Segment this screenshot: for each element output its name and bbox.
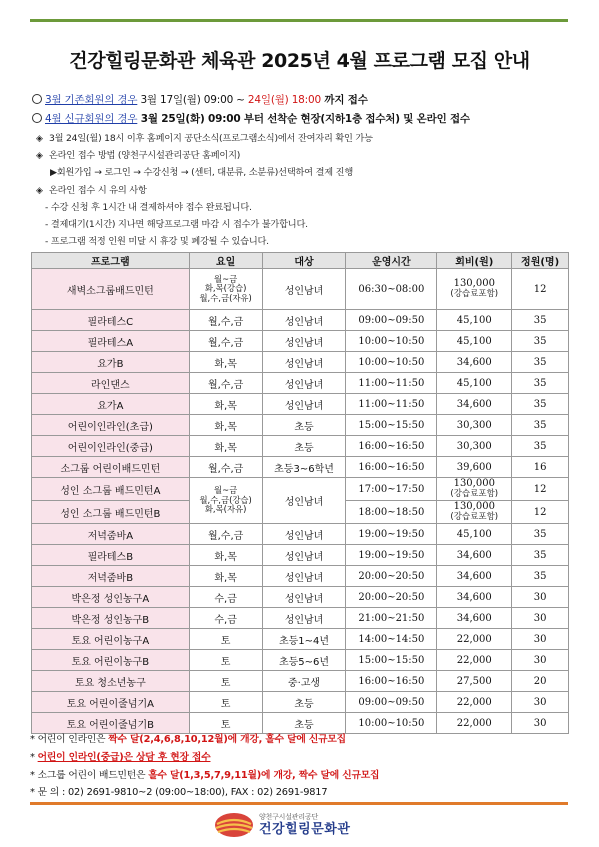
target-cell: 성인남녀 [262,331,346,352]
days-cell: 토 [189,629,262,650]
fee-cell: 45,100 [437,373,512,394]
capacity-cell: 30 [512,629,569,650]
time-cell: 16:00~16:50 [346,436,437,457]
time-cell: 15:00~15:50 [346,650,437,671]
table-row [32,608,569,629]
sub-note: ◈ 온라인 접수 시 유의 사항 [36,185,147,196]
time-cell: 10:00~10:50 [346,331,437,352]
table-row [32,566,569,587]
table-row [32,478,569,501]
fee-cell: 45,100 [437,310,512,331]
table-row [32,692,569,713]
sub-note: - 수강 신청 후 1시간 내 결제하셔야 접수 완료됩니다. [45,202,252,213]
notice-new-members [32,111,470,126]
sunrise-logo-icon [214,812,254,838]
diamond-bullet-icon: ◈ [36,186,43,196]
fee-cell [437,269,512,310]
days-cell: 토 [189,692,262,713]
time-cell: 11:00~11:50 [346,394,437,415]
target-cell: 성인남녀 [262,310,346,331]
notice-tail: 까지 접수 [320,94,368,106]
capacity-cell: 12 [512,269,569,310]
fee-cell: 30,300 [437,436,512,457]
table-row [32,310,569,331]
target-cell: 성인남녀 [262,269,346,310]
bottom-divider-bar [30,802,568,805]
target-cell: 초등 [262,692,346,713]
capacity-cell: 35 [512,545,569,566]
fee-cell: 45,100 [437,524,512,545]
table-row [32,587,569,608]
sub-note: - 결제대기(1시간) 지나면 해당프로그램 마감 시 접수가 불가합니다. [45,219,308,230]
top-divider-bar [30,19,568,22]
table-row [32,545,569,566]
time-cell: 09:00~09:50 [346,692,437,713]
logo-org-name: 양천구시설관리공단 [259,813,319,821]
column-header: 운영시간 [346,253,437,269]
capacity-cell: 30 [512,692,569,713]
column-header: 요일 [189,253,262,269]
days-cell: 토 [189,671,262,692]
diamond-bullet-icon: ◈ [36,134,43,144]
fee-value: 130,000 [453,478,495,489]
days-cell: 화,목 [189,352,262,373]
program-name-cell: 저녁줌바B [32,566,190,587]
column-header: 대상 [262,253,346,269]
time-cell: 19:00~19:50 [346,545,437,566]
notice-date-end: 24일(월) 18:00 [247,94,321,106]
program-name-cell: 소그룹 어린이배드민턴 [32,457,190,478]
sub-note: - 프로그램 적정 인원 미달 시 휴강 및 폐강될 수 있습니다. [45,236,269,247]
table-row [32,352,569,373]
capacity-cell: 12 [512,501,569,524]
capacity-cell: 35 [512,566,569,587]
time-cell: 20:00~20:50 [346,566,437,587]
fee-cell: 34,600 [437,545,512,566]
table-row [32,331,569,352]
capacity-cell: 20 [512,671,569,692]
fee-cell: 45,100 [437,331,512,352]
capacity-cell: 35 [512,394,569,415]
capacity-cell: 35 [512,524,569,545]
program-name-cell: 필라테스C [32,310,190,331]
target-cell: 성인남녀 [262,478,346,524]
program-name-cell: 새벽소그룹배드민턴 [32,269,190,310]
program-name-cell: 요가B [32,352,190,373]
time-cell: 10:00~10:50 [346,352,437,373]
time-cell: 10:00~10:50 [346,713,437,734]
program-name-cell: 어린이인라인(초급) [32,415,190,436]
program-name-cell: 박은정 성인농구A [32,587,190,608]
capacity-cell: 35 [512,331,569,352]
days-cell: 수,금 [189,608,262,629]
table-row [32,415,569,436]
days-cell: 월,수,금 [189,310,262,331]
program-name-cell: 토요 청소년농구 [32,671,190,692]
notice-existing-members [32,92,368,107]
column-header: 정원(명) [512,253,569,269]
program-name-cell: 토요 어린이농구B [32,650,190,671]
capacity-cell: 35 [512,436,569,457]
days-cell: 수,금 [189,587,262,608]
target-cell: 초등 [262,415,346,436]
table-row [32,373,569,394]
logo-center-name: 건강힐링문화관 [259,822,351,837]
table-row [32,394,569,415]
program-name-cell: 토요 어린이줄넘기A [32,692,190,713]
time-cell: 09:00~09:50 [346,310,437,331]
column-header: 프로그램 [32,253,190,269]
capacity-cell: 35 [512,415,569,436]
table-row [32,436,569,457]
sub-note: ◈ 온라인 접수 방법 (양천구시설관리공단 홈페이지) [36,150,241,161]
program-name-cell: 성인 소그룹 배드민턴A [32,478,190,501]
table-row [32,629,569,650]
days-cell: 화,목 [189,545,262,566]
time-cell: 11:00~11:50 [346,373,437,394]
circle-bullet-icon [32,94,42,104]
target-cell: 성인남녀 [262,394,346,415]
program-name-cell: 필라테스A [32,331,190,352]
fee-note: (강습료포함) [450,512,499,522]
target-cell: 초등 [262,436,346,457]
capacity-cell: 35 [512,310,569,331]
sub-note: ▶회원가입 → 로그인 → 수강신청 → (센터, 대분류, 소분류)선택하여 결제 진행 [50,167,354,178]
target-cell: 초등 [262,713,346,734]
column-header: 회비(원) [437,253,512,269]
fee-cell: 34,600 [437,352,512,373]
time-cell: 17:00~17:50 [346,478,437,501]
days-cell: 월,수,금 [189,524,262,545]
capacity-cell: 30 [512,713,569,734]
table-header-row [32,253,569,269]
program-name-cell: 토요 어린이농구A [32,629,190,650]
days-cell: 화,목 [189,436,262,457]
days-cell: 토 [189,650,262,671]
program-table [31,252,569,734]
program-name-cell: 성인 소그룹 배드민턴B [32,501,190,524]
time-cell: 20:00~20:50 [346,587,437,608]
fee-value: 130,000 [453,278,495,289]
logo [214,810,350,840]
target-cell: 성인남녀 [262,587,346,608]
days-cell: 화,목 [189,566,262,587]
sub-note: ◈ 3월 24일(월) 18시 이후 홈페이지 공단소식(프로그램소식)에서 잔여자리 확인 가능 [36,133,373,144]
program-name-cell: 필라테스B [32,545,190,566]
fee-cell: 30,300 [437,415,512,436]
time-cell: 18:00~18:50 [346,501,437,524]
capacity-cell: 12 [512,478,569,501]
program-name-cell: 요가A [32,394,190,415]
target-cell: 중·고생 [262,671,346,692]
fee-cell [437,501,512,524]
program-name-cell: 토요 어린이줄넘기B [32,713,190,734]
days-cell: 월~금 월,수,금(강습) 화,목(자유) [189,478,262,524]
target-cell: 성인남녀 [262,352,346,373]
capacity-cell: 30 [512,608,569,629]
fee-value: 130,000 [453,501,495,512]
fee-cell: 22,000 [437,650,512,671]
fee-cell: 27,500 [437,671,512,692]
target-cell: 성인남녀 [262,524,346,545]
fee-cell: 22,000 [437,692,512,713]
days-cell: 월,수,금 [189,373,262,394]
target-cell: 초등1~4년 [262,629,346,650]
program-name-cell: 라인댄스 [32,373,190,394]
notice-body: 3월 25일(화) 09:00 부터 선착순 현장(지하1층 접수처) 및 온라인 접수 [137,113,470,125]
target-cell: 초등5~6년 [262,650,346,671]
notice-date-start: 3월 17일(월) 09:00 ~ [137,94,248,106]
table-row [32,671,569,692]
notice-lead: 4월 신규회원의 경우 [45,113,138,125]
time-cell: 15:00~15:50 [346,415,437,436]
circle-bullet-icon [32,113,42,123]
page-title: 건강힐링문화관 체육관 2025년 4월 프로그램 모집 안내 [69,50,530,72]
table-row [32,269,569,310]
fee-cell: 39,600 [437,457,512,478]
footnote-contact: * 문 의 : 02) 2691-9810~2 (09:00~18:00), FAX : 02) 2691-9817 [30,787,328,798]
target-cell: 초등3~6학년 [262,457,346,478]
fee-cell: 34,600 [437,394,512,415]
notice-lead: 3월 기존회원의 경우 [45,94,138,106]
days-cell: 화,목 [189,394,262,415]
fee-cell: 34,600 [437,587,512,608]
time-cell: 16:00~16:50 [346,457,437,478]
days-cell: 월,수,금 [189,331,262,352]
days-cell: 토 [189,713,262,734]
footnote-inline: * 어린이 인라인은 짝수 달(2,4,6,8,10,12월)에 개강, 홀수 달에 신규모집 [30,734,346,745]
fee-cell: 34,600 [437,566,512,587]
table-row [32,457,569,478]
fee-cell [437,478,512,501]
target-cell: 성인남녀 [262,373,346,394]
days-cell: 월,수,금 [189,457,262,478]
capacity-cell: 30 [512,587,569,608]
target-cell: 성인남녀 [262,545,346,566]
diamond-bullet-icon: ◈ [36,151,43,161]
footnote-badminton: * 소그룹 어린이 배드민턴은 홀수 달(1,3,5,7,9,11월)에 개강, 짝수 달에 신규모집 [30,770,380,781]
capacity-cell: 35 [512,352,569,373]
fee-note: (강습료포함) [450,489,499,499]
capacity-cell: 35 [512,373,569,394]
time-cell: 06:30~08:00 [346,269,437,310]
fee-cell: 22,000 [437,629,512,650]
table-row [32,650,569,671]
fee-note: (강습료포함) [450,289,499,299]
target-cell: 성인남녀 [262,608,346,629]
days-cell: 화,목 [189,415,262,436]
program-name-cell: 박은정 성인농구B [32,608,190,629]
target-cell: 성인남녀 [262,566,346,587]
capacity-cell: 30 [512,650,569,671]
capacity-cell: 16 [512,457,569,478]
program-name-cell: 저녁줌바A [32,524,190,545]
program-name-cell: 어린이인라인(중급) [32,436,190,457]
time-cell: 14:00~14:50 [346,629,437,650]
fee-cell: 34,600 [437,608,512,629]
time-cell: 16:00~16:50 [346,671,437,692]
table-row [32,524,569,545]
fee-cell: 22,000 [437,713,512,734]
time-cell: 21:00~21:50 [346,608,437,629]
days-cell: 월~금 화,목(강습) 월,수,금(자유) [189,269,262,310]
time-cell: 19:00~19:50 [346,524,437,545]
footnote-inline-intermediate: * 어린이 인라인(중급)은 상담 후 현장 접수 [30,752,211,763]
